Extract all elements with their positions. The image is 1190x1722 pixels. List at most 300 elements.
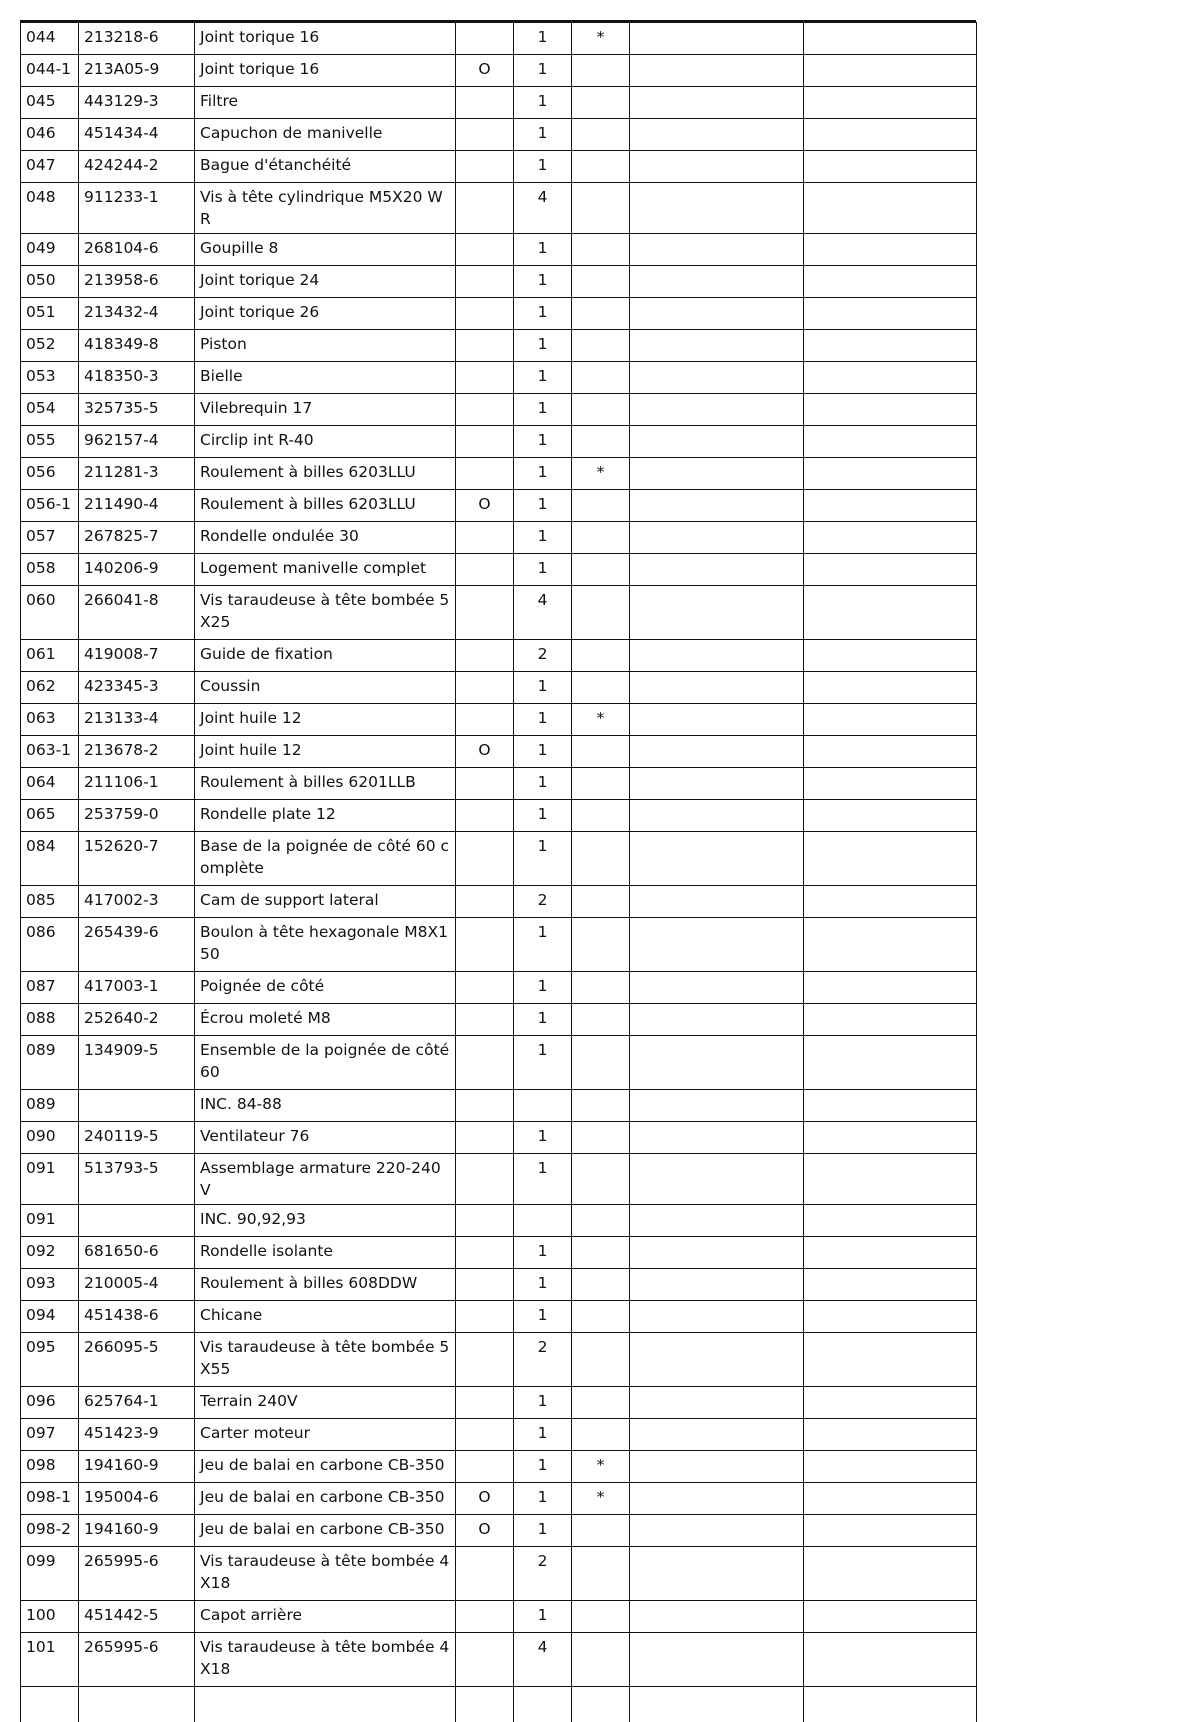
table-row xyxy=(21,183,977,234)
blank-cell xyxy=(804,234,977,266)
quantity-cell: 1 xyxy=(514,1036,572,1090)
table-row xyxy=(21,832,977,886)
description-cell: Cam de support lateral xyxy=(195,886,456,918)
marker-cell xyxy=(572,183,630,234)
quantity-cell xyxy=(514,1205,572,1237)
blank-cell xyxy=(804,736,977,768)
marker-cell xyxy=(572,972,630,1004)
description-cell: Guide de fixation xyxy=(195,640,456,672)
marker-cell: * xyxy=(572,23,630,55)
description-cell: Ventilateur 76 xyxy=(195,1122,456,1154)
table-row xyxy=(21,1387,977,1419)
quantity-cell: 1 xyxy=(514,119,572,151)
marker-cell xyxy=(572,1036,630,1090)
description-cell: Bague d'étanchéité xyxy=(195,151,456,183)
item-number-cell: 055 xyxy=(21,426,79,458)
marker-cell xyxy=(572,554,630,586)
description-cell: INC. 90,92,93 xyxy=(195,1205,456,1237)
option-cell: O xyxy=(456,1515,514,1547)
part-number-cell: 424244-2 xyxy=(79,151,195,183)
table-row xyxy=(21,640,977,672)
part-number-cell: 266095-5 xyxy=(79,1333,195,1387)
quantity-cell: 2 xyxy=(514,640,572,672)
quantity-cell: 1 xyxy=(514,362,572,394)
option-cell xyxy=(456,1451,514,1483)
blank-cell xyxy=(630,1269,804,1301)
description-cell: Rondelle isolante xyxy=(195,1237,456,1269)
item-number-cell: 046 xyxy=(21,119,79,151)
marker-cell xyxy=(572,918,630,972)
table-row xyxy=(21,1333,977,1387)
table-row xyxy=(21,458,977,490)
item-number-cell: 056 xyxy=(21,458,79,490)
blank-cell xyxy=(630,1237,804,1269)
part-number-cell: 195004-6 xyxy=(79,1483,195,1515)
table-row xyxy=(21,972,977,1004)
description-cell: Joint torique 26 xyxy=(195,298,456,330)
item-number-cell: 064 xyxy=(21,768,79,800)
part-number-cell: 911233-1 xyxy=(79,183,195,234)
marker-cell xyxy=(572,87,630,119)
item-number-cell: 089 xyxy=(21,1036,79,1090)
table-row xyxy=(21,1483,977,1515)
item-number-cell: 093 xyxy=(21,1269,79,1301)
quantity-cell: 1 xyxy=(514,266,572,298)
blank-cell xyxy=(630,119,804,151)
item-number-cell: 094 xyxy=(21,1301,79,1333)
blank-cell xyxy=(630,426,804,458)
blank-cell xyxy=(630,1205,804,1237)
option-cell xyxy=(456,640,514,672)
blank-cell xyxy=(804,266,977,298)
option-cell xyxy=(456,1237,514,1269)
part-number-cell: 211106-1 xyxy=(79,768,195,800)
quantity-cell: 1 xyxy=(514,1122,572,1154)
blank-cell xyxy=(630,87,804,119)
table-row xyxy=(21,23,977,55)
part-number-cell: 140206-9 xyxy=(79,554,195,586)
marker-cell xyxy=(572,1237,630,1269)
option-cell xyxy=(456,1387,514,1419)
marker-cell xyxy=(572,1387,630,1419)
table-row xyxy=(21,586,977,640)
description-cell: Vis taraudeuse à tête bombée 4X18 xyxy=(195,1547,456,1601)
option-cell xyxy=(456,1004,514,1036)
marker-cell xyxy=(572,586,630,640)
part-number-cell: 213432-4 xyxy=(79,298,195,330)
table-row xyxy=(21,490,977,522)
blank-cell xyxy=(630,640,804,672)
blank-cell xyxy=(630,1687,804,1722)
blank-cell xyxy=(804,87,977,119)
quantity-cell: 1 xyxy=(514,1004,572,1036)
marker-cell: * xyxy=(572,1451,630,1483)
description-cell: Base de la poignée de côté 60 complète xyxy=(195,832,456,886)
option-cell xyxy=(456,1333,514,1387)
quantity-cell: 4 xyxy=(514,586,572,640)
quantity-cell: 1 xyxy=(514,87,572,119)
table-row xyxy=(21,918,977,972)
option-cell xyxy=(456,586,514,640)
part-number-cell: 443129-3 xyxy=(79,87,195,119)
item-number-cell: 049 xyxy=(21,234,79,266)
marker-cell xyxy=(572,298,630,330)
item-number-cell: 053 xyxy=(21,362,79,394)
option-cell xyxy=(456,234,514,266)
part-number-cell: 451438-6 xyxy=(79,1301,195,1333)
table-row xyxy=(21,704,977,736)
option-cell: O xyxy=(456,736,514,768)
marker-cell: * xyxy=(572,1483,630,1515)
quantity-cell: 1 xyxy=(514,394,572,426)
table-row xyxy=(21,234,977,266)
blank-cell xyxy=(572,1687,630,1722)
option-cell xyxy=(456,1269,514,1301)
part-number-cell: 419008-7 xyxy=(79,640,195,672)
part-number-cell: 240119-5 xyxy=(79,1122,195,1154)
quantity-cell: 1 xyxy=(514,522,572,554)
part-number-cell: 211281-3 xyxy=(79,458,195,490)
item-number-cell: 100 xyxy=(21,1601,79,1633)
item-number-cell: 098-1 xyxy=(21,1483,79,1515)
description-cell: Piston xyxy=(195,330,456,362)
quantity-cell: 1 xyxy=(514,1419,572,1451)
description-cell: Vis taraudeuse à tête bombée 4X18 xyxy=(195,1633,456,1687)
part-number-cell: 513793-5 xyxy=(79,1154,195,1205)
blank-cell xyxy=(804,1633,977,1687)
marker-cell xyxy=(572,1601,630,1633)
option-cell xyxy=(456,918,514,972)
description-cell: Joint torique 24 xyxy=(195,266,456,298)
blank-cell xyxy=(804,330,977,362)
quantity-cell: 1 xyxy=(514,672,572,704)
marker-cell: * xyxy=(572,704,630,736)
blank-cell xyxy=(630,672,804,704)
blank-cell xyxy=(630,1387,804,1419)
table-row-empty xyxy=(21,1687,977,1722)
item-number-cell: 044-1 xyxy=(21,55,79,87)
description-cell: Joint huile 12 xyxy=(195,704,456,736)
option-cell xyxy=(456,362,514,394)
part-number-cell: 625764-1 xyxy=(79,1387,195,1419)
part-number-cell: 418349-8 xyxy=(79,330,195,362)
item-number-cell: 057 xyxy=(21,522,79,554)
item-number-cell: 096 xyxy=(21,1387,79,1419)
blank-cell xyxy=(804,362,977,394)
table-row xyxy=(21,800,977,832)
marker-cell xyxy=(572,1269,630,1301)
quantity-cell: 1 xyxy=(514,330,572,362)
table-row xyxy=(21,362,977,394)
marker-cell xyxy=(572,234,630,266)
blank-cell xyxy=(804,586,977,640)
table-row xyxy=(21,886,977,918)
quantity-cell: 1 xyxy=(514,1515,572,1547)
blank-cell xyxy=(804,886,977,918)
marker-cell xyxy=(572,266,630,298)
item-number-cell: 048 xyxy=(21,183,79,234)
blank-cell xyxy=(804,151,977,183)
part-number-cell: 681650-6 xyxy=(79,1237,195,1269)
blank-cell xyxy=(630,800,804,832)
blank-cell xyxy=(804,298,977,330)
quantity-cell: 1 xyxy=(514,704,572,736)
description-cell: Roulement à billes 6203LLU xyxy=(195,490,456,522)
table-row xyxy=(21,1122,977,1154)
quantity-cell: 1 xyxy=(514,234,572,266)
part-number-cell: 423345-3 xyxy=(79,672,195,704)
marker-cell xyxy=(572,426,630,458)
table-row xyxy=(21,1633,977,1687)
table-row xyxy=(21,1547,977,1601)
description-cell: Rondelle ondulée 30 xyxy=(195,522,456,554)
quantity-cell: 2 xyxy=(514,1333,572,1387)
blank-cell xyxy=(804,1154,977,1205)
description-cell: Capot arrière xyxy=(195,1601,456,1633)
marker-cell xyxy=(572,886,630,918)
part-number-cell: 211490-4 xyxy=(79,490,195,522)
blank-cell xyxy=(630,1122,804,1154)
table-row xyxy=(21,1036,977,1090)
item-number-cell: 052 xyxy=(21,330,79,362)
description-cell: Capuchon de manivelle xyxy=(195,119,456,151)
part-number-cell: 451442-5 xyxy=(79,1601,195,1633)
item-number-cell: 047 xyxy=(21,151,79,183)
marker-cell xyxy=(572,1633,630,1687)
marker-cell xyxy=(572,394,630,426)
description-cell: Bielle xyxy=(195,362,456,394)
blank-cell xyxy=(804,1122,977,1154)
table-row xyxy=(21,151,977,183)
blank-cell xyxy=(630,768,804,800)
quantity-cell: 1 xyxy=(514,554,572,586)
quantity-cell: 1 xyxy=(514,23,572,55)
option-cell xyxy=(456,119,514,151)
item-number-cell: 095 xyxy=(21,1333,79,1387)
part-number-cell: 266041-8 xyxy=(79,586,195,640)
table-row xyxy=(21,736,977,768)
quantity-cell: 1 xyxy=(514,918,572,972)
description-cell: Filtre xyxy=(195,87,456,119)
marker-cell xyxy=(572,736,630,768)
table-row xyxy=(21,1419,977,1451)
option-cell xyxy=(456,522,514,554)
item-number-cell: 091 xyxy=(21,1154,79,1205)
marker-cell xyxy=(572,151,630,183)
blank-cell xyxy=(630,55,804,87)
blank-cell xyxy=(630,1633,804,1687)
blank-cell xyxy=(630,1301,804,1333)
part-number-cell: 265995-6 xyxy=(79,1633,195,1687)
blank-cell xyxy=(79,1687,195,1722)
blank-cell xyxy=(630,151,804,183)
blank-cell xyxy=(804,1483,977,1515)
description-cell: Roulement à billes 6203LLU xyxy=(195,458,456,490)
option-cell xyxy=(456,1090,514,1122)
description-cell: Logement manivelle complet xyxy=(195,554,456,586)
quantity-cell: 1 xyxy=(514,151,572,183)
quantity-cell: 4 xyxy=(514,1633,572,1687)
blank-cell xyxy=(630,736,804,768)
description-cell: Coussin xyxy=(195,672,456,704)
marker-cell xyxy=(572,330,630,362)
parts-table xyxy=(20,22,977,1722)
description-cell: Écrou moleté M8 xyxy=(195,1004,456,1036)
description-cell: Circlip int R-40 xyxy=(195,426,456,458)
item-number-cell: 101 xyxy=(21,1633,79,1687)
blank-cell xyxy=(804,183,977,234)
blank-cell xyxy=(630,298,804,330)
part-number-cell: 152620-7 xyxy=(79,832,195,886)
description-cell: Joint torique 16 xyxy=(195,23,456,55)
item-number-cell: 089 xyxy=(21,1090,79,1122)
part-number-cell xyxy=(79,1205,195,1237)
item-number-cell: 063 xyxy=(21,704,79,736)
blank-cell xyxy=(804,426,977,458)
option-cell xyxy=(456,1601,514,1633)
marker-cell xyxy=(572,1205,630,1237)
quantity-cell: 1 xyxy=(514,800,572,832)
item-number-cell: 097 xyxy=(21,1419,79,1451)
quantity-cell: 1 xyxy=(514,1483,572,1515)
item-number-cell: 062 xyxy=(21,672,79,704)
quantity-cell: 1 xyxy=(514,1451,572,1483)
item-number-cell: 056-1 xyxy=(21,490,79,522)
blank-cell xyxy=(804,1004,977,1036)
quantity-cell xyxy=(514,1090,572,1122)
blank-cell xyxy=(804,918,977,972)
option-cell xyxy=(456,554,514,586)
blank-cell xyxy=(804,1301,977,1333)
table-row xyxy=(21,330,977,362)
blank-cell xyxy=(630,522,804,554)
table-row xyxy=(21,1205,977,1237)
option-cell: O xyxy=(456,490,514,522)
option-cell xyxy=(456,1154,514,1205)
blank-cell xyxy=(804,800,977,832)
part-number-cell xyxy=(79,1090,195,1122)
quantity-cell: 2 xyxy=(514,886,572,918)
marker-cell: * xyxy=(572,458,630,490)
blank-cell xyxy=(804,554,977,586)
blank-cell xyxy=(630,1333,804,1387)
part-number-cell: 210005-4 xyxy=(79,1269,195,1301)
blank-cell xyxy=(630,886,804,918)
table-row xyxy=(21,1154,977,1205)
table-row xyxy=(21,298,977,330)
description-cell: Jeu de balai en carbone CB-350 xyxy=(195,1451,456,1483)
blank-cell xyxy=(804,1419,977,1451)
option-cell xyxy=(456,426,514,458)
blank-cell xyxy=(804,704,977,736)
table-row xyxy=(21,55,977,87)
description-cell: Boulon à tête hexagonale M8X150 xyxy=(195,918,456,972)
quantity-cell: 1 xyxy=(514,490,572,522)
part-number-cell: 451423-9 xyxy=(79,1419,195,1451)
blank-cell xyxy=(630,918,804,972)
marker-cell xyxy=(572,832,630,886)
option-cell: O xyxy=(456,55,514,87)
option-cell xyxy=(456,972,514,1004)
part-number-cell: 268104-6 xyxy=(79,234,195,266)
table-row xyxy=(21,768,977,800)
part-number-cell: 213218-6 xyxy=(79,23,195,55)
description-cell: Joint huile 12 xyxy=(195,736,456,768)
part-number-cell: 194160-9 xyxy=(79,1451,195,1483)
item-number-cell: 092 xyxy=(21,1237,79,1269)
option-cell xyxy=(456,183,514,234)
blank-cell xyxy=(804,119,977,151)
blank-cell xyxy=(804,640,977,672)
blank-cell xyxy=(21,1687,79,1722)
option-cell xyxy=(456,458,514,490)
blank-cell xyxy=(804,832,977,886)
blank-cell xyxy=(630,1483,804,1515)
part-number-cell: 267825-7 xyxy=(79,522,195,554)
description-cell: Vilebrequin 17 xyxy=(195,394,456,426)
table-row xyxy=(21,672,977,704)
part-number-cell: 265995-6 xyxy=(79,1547,195,1601)
blank-cell xyxy=(804,768,977,800)
table-row xyxy=(21,426,977,458)
blank-cell xyxy=(804,672,977,704)
part-number-cell: 194160-9 xyxy=(79,1515,195,1547)
option-cell xyxy=(456,704,514,736)
blank-cell xyxy=(804,972,977,1004)
blank-cell xyxy=(804,23,977,55)
blank-cell xyxy=(630,1004,804,1036)
table-row xyxy=(21,1515,977,1547)
option-cell xyxy=(456,832,514,886)
marker-cell xyxy=(572,640,630,672)
blank-cell xyxy=(630,330,804,362)
blank-cell xyxy=(630,704,804,736)
blank-cell xyxy=(630,1419,804,1451)
option-cell xyxy=(456,1547,514,1601)
marker-cell xyxy=(572,1515,630,1547)
item-number-cell: 044 xyxy=(21,23,79,55)
table-row xyxy=(21,1451,977,1483)
option-cell xyxy=(456,1633,514,1687)
table-row xyxy=(21,1601,977,1633)
marker-cell xyxy=(572,522,630,554)
blank-cell xyxy=(804,490,977,522)
quantity-cell: 1 xyxy=(514,1269,572,1301)
part-number-cell: 451434-4 xyxy=(79,119,195,151)
marker-cell xyxy=(572,1090,630,1122)
option-cell xyxy=(456,1036,514,1090)
blank-cell xyxy=(630,832,804,886)
description-cell: Chicane xyxy=(195,1301,456,1333)
quantity-cell: 1 xyxy=(514,736,572,768)
blank-cell xyxy=(630,23,804,55)
blank-cell xyxy=(630,266,804,298)
table-row xyxy=(21,522,977,554)
table-row xyxy=(21,1237,977,1269)
blank-cell xyxy=(630,1090,804,1122)
blank-cell xyxy=(804,1333,977,1387)
blank-cell xyxy=(804,522,977,554)
option-cell xyxy=(456,298,514,330)
table-row xyxy=(21,266,977,298)
quantity-cell: 1 xyxy=(514,972,572,1004)
part-number-cell: 213678-2 xyxy=(79,736,195,768)
blank-cell xyxy=(630,1547,804,1601)
blank-cell xyxy=(630,183,804,234)
part-number-cell: 213958-6 xyxy=(79,266,195,298)
quantity-cell: 1 xyxy=(514,1387,572,1419)
marker-cell xyxy=(572,1301,630,1333)
